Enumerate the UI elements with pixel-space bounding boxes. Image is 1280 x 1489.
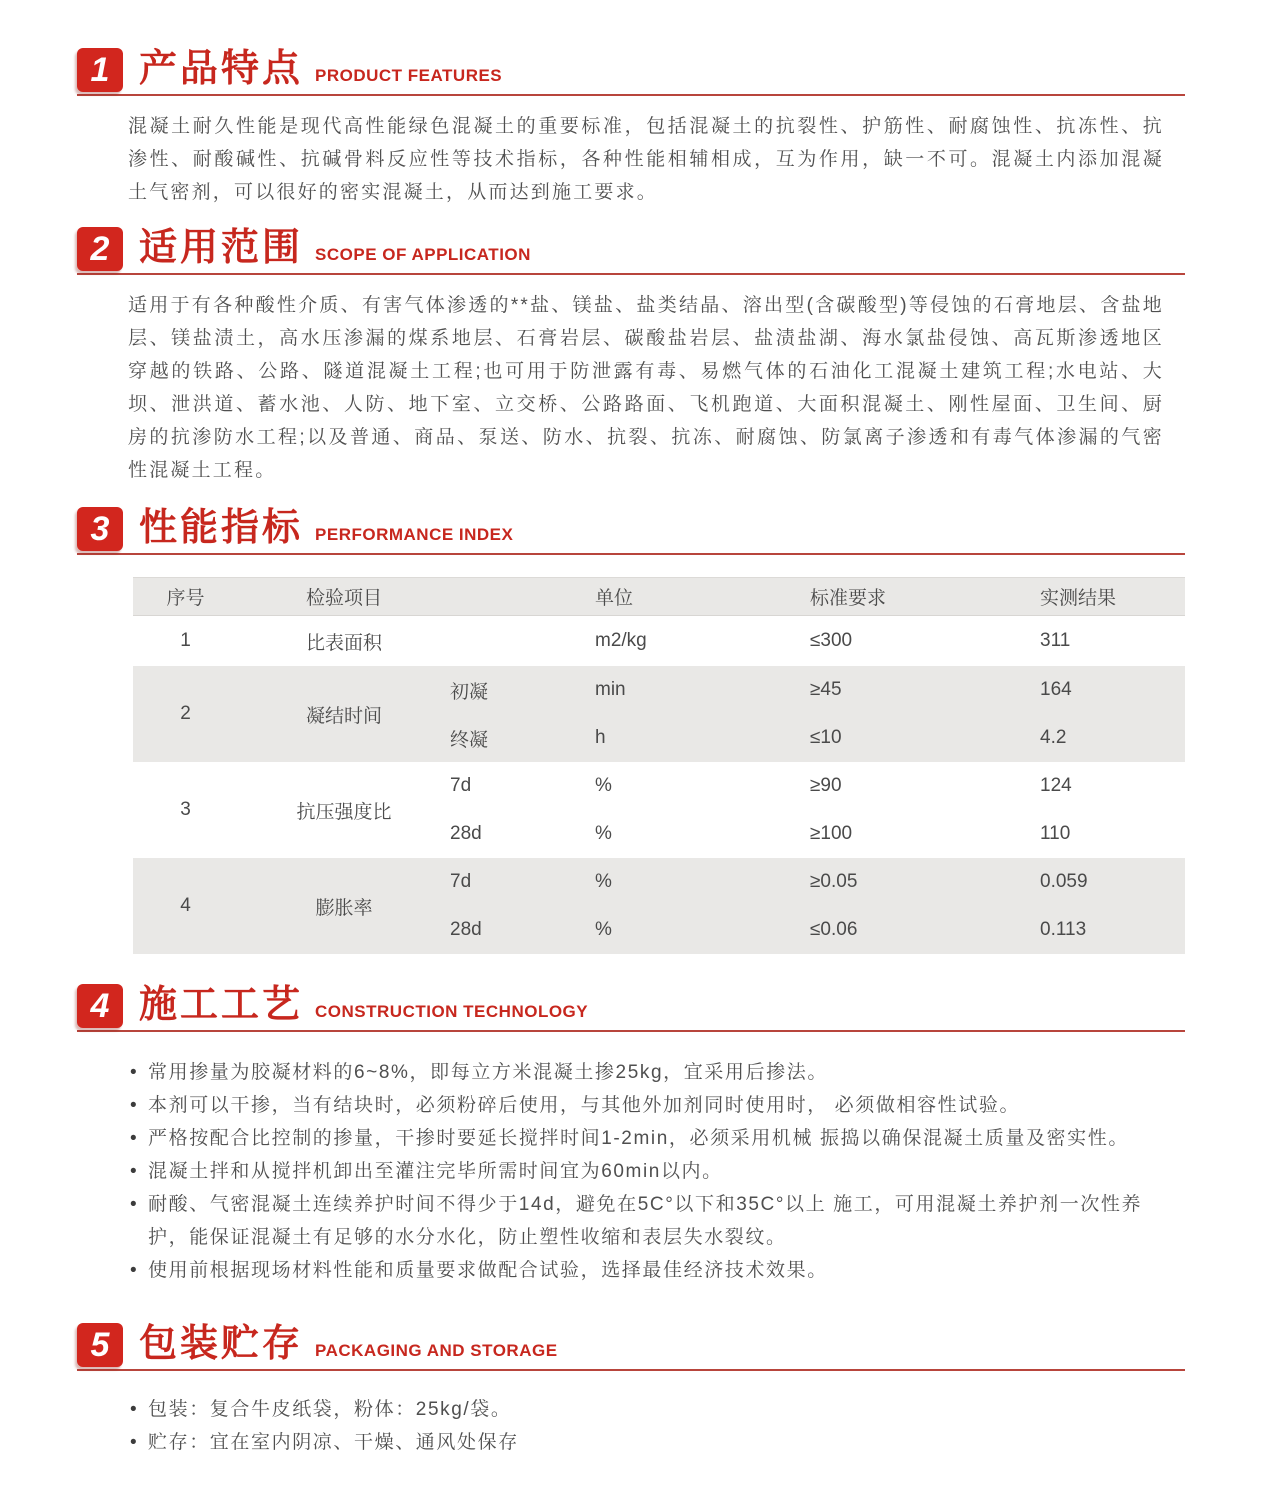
table-subrow — [450, 906, 1185, 954]
section-3-number-badge — [77, 507, 123, 551]
cell-standard: ≥90 — [810, 775, 842, 796]
section-construction-technology — [77, 984, 1185, 1287]
cell-unit: % — [595, 823, 612, 844]
section-5-number: 5 — [90, 1325, 110, 1364]
table-subrow — [450, 858, 1185, 906]
section-4-title-en: CONSTRUCTION TECHNOLOGY — [315, 1002, 589, 1021]
section-1-paragraph: 混凝土耐久性能是现代高性能绿色混凝土的重要标准，包括混凝土的抗裂性、护筋性、耐腐蚀性、抗冻性、抗渗性、耐酸碱性、抗碱骨料反应性等技术指标，各种性能相辅相成，互为作用，缺一不可。混凝土内添加混凝土气密剂，可以很好的密实混凝土，从而达到施工要求。 — [128, 116, 1164, 203]
bullet-item: • 混凝土拌和从搅拌机卸出至灌注完毕所需时间宜为60min以内。 — [130, 1155, 1170, 1188]
cell-standard: ≤0.06 — [810, 919, 858, 940]
table-header-standard: 标准要求 — [810, 588, 887, 609]
table-row — [133, 858, 1185, 954]
bullet-item: • 贮存：宜在室内阴凉、干燥、通风处保存 — [130, 1426, 1170, 1459]
cell-sub: 7d — [450, 871, 472, 892]
table-row — [133, 666, 1185, 762]
section-2-number: 2 — [90, 229, 110, 268]
section-5-number-badge — [77, 1323, 123, 1367]
cell-unit: % — [595, 871, 612, 892]
section-5-title-en: PACKAGING AND STORAGE — [315, 1341, 558, 1360]
cell-result: 0.059 — [1040, 871, 1088, 892]
cell-result: 164 — [1040, 679, 1072, 700]
table-subrow — [450, 714, 1185, 762]
row-item: 凝结时间 — [305, 705, 382, 727]
cell-unit: h — [595, 727, 606, 748]
section-3-title-zh: 性能指标 — [139, 507, 304, 549]
cell-standard: ≥0.05 — [810, 871, 858, 892]
cell-sub: 终凝 — [450, 729, 489, 751]
cell-standard: ≥100 — [810, 823, 853, 844]
bullet-item: • 严格按配合比控制的掺量，干掺时要延长搅拌时间1-2min，必须采用机械 振捣以确保混凝土质量及密实性。 — [130, 1122, 1170, 1155]
section-1-title-zh: 产品特点 — [139, 48, 304, 90]
section-4-number-badge — [77, 984, 123, 1028]
cell-sub: 初凝 — [450, 681, 489, 703]
cell-standard: ≤300 — [810, 630, 853, 651]
row-no: 3 — [180, 799, 191, 820]
section-4-header — [77, 984, 1185, 1032]
cell-sub: 7d — [450, 775, 472, 796]
cell-standard: ≥45 — [810, 679, 842, 700]
section-3-number: 3 — [90, 509, 110, 548]
table-row — [133, 762, 1185, 858]
cell-result: 311 — [1040, 630, 1071, 651]
row-item: 抗压强度比 — [296, 801, 392, 823]
section-2-title-en: SCOPE OF APPLICATION — [315, 245, 531, 264]
row-no: 1 — [180, 630, 191, 651]
section-performance-index — [77, 507, 1185, 954]
section-2-title-zh: 适用范围 — [139, 227, 304, 269]
section-1-header — [77, 48, 1185, 96]
section-2-number-badge — [77, 227, 123, 271]
section-product-features — [77, 48, 1185, 209]
row-item: 膨胀率 — [315, 897, 373, 919]
table-header-unit: 单位 — [595, 588, 634, 609]
construction-bullet-list — [130, 1056, 1170, 1287]
section-1-number-badge — [77, 48, 123, 92]
section-2-paragraph: 适用于有各种酸性介质、有害气体渗透的**盐、镁盐、盐类结晶、溶出型(含碳酸型)等侵蚀的石膏地层、含盐地层、镁盐渍土，高水压渗漏的煤系地层、石膏岩层、碳酸盐岩层、盐渍盐湖、海水氯盐侵蚀、高瓦斯渗透地区穿越的铁路、公路、隧道混凝土工程;也可用于防泄露有毒、易燃气体的石油化工混凝土建筑工程;水电站、大坝、泄洪道、蓄水池、人防、地下室、立交桥、公路路面、飞机跑道、大面积混凝土、刚性屋面、卫生间、厨房的抗渗防水工程;以及普通、商品、泵送、防水、抗裂、抗冻、耐腐蚀、防氯离子渗透和有毒气体渗漏的气密性混凝土工程。 — [128, 295, 1164, 481]
bullet-item: • 常用掺量为胶凝材料的6~8%，即每立方米混凝土掺25kg，宜采用后掺法。 — [130, 1056, 1170, 1089]
section-5-header — [77, 1323, 1185, 1371]
bullet-item: • 本剂可以干掺，当有结块时，必须粉碎后使用，与其他外加剂同时使用时， 必须做相容性试验。 — [130, 1089, 1170, 1122]
cell-result: 124 — [1040, 775, 1072, 796]
performance-table — [133, 577, 1185, 954]
section-1-title-en: PRODUCT FEATURES — [315, 66, 503, 85]
cell-unit: % — [595, 775, 612, 796]
section-packaging-and-storage — [77, 1323, 1185, 1459]
table-header-no: 序号 — [166, 588, 205, 609]
table-header-item: 检验项目 — [305, 588, 382, 609]
packaging-bullet-list — [130, 1393, 1170, 1459]
section-2-header — [77, 227, 1185, 275]
cell-standard: ≤10 — [810, 727, 842, 748]
cell-sub: 28d — [450, 823, 482, 844]
section-5-title-zh: 包装贮存 — [139, 1323, 304, 1365]
section-3-header — [77, 507, 1185, 555]
bullet-item: • 耐酸、气密混凝土连续养护时间不得少于14d，避免在5C°以下和35C°以上 施工，可用混凝土养护剂一次性养护，能保证混凝土有足够的水分水化，防止塑性收缩和表层失水裂纹。 — [130, 1188, 1170, 1254]
row-item: 比表面积 — [305, 632, 382, 654]
table-subrow — [450, 666, 1185, 714]
row-no: 4 — [180, 895, 191, 916]
bullet-item: • 包装：复合牛皮纸袋，粉体：25kg/袋。 — [130, 1393, 1170, 1426]
cell-result: 110 — [1040, 823, 1071, 844]
table-subrow — [450, 616, 1185, 666]
cell-unit: m2/kg — [595, 630, 647, 651]
cell-unit: % — [595, 919, 612, 940]
performance-table-header-row — [133, 578, 1185, 616]
row-no: 2 — [180, 703, 191, 724]
table-subrow — [450, 810, 1185, 858]
table-subrow — [450, 762, 1185, 810]
cell-result: 4.2 — [1040, 727, 1067, 748]
section-scope-of-application — [77, 227, 1185, 487]
section-4-number: 4 — [90, 986, 110, 1025]
table-row — [133, 616, 1185, 666]
section-1-number: 1 — [90, 50, 110, 89]
table-header-result: 实测结果 — [1040, 588, 1117, 609]
cell-result: 0.113 — [1040, 919, 1087, 940]
section-4-title-zh: 施工工艺 — [139, 984, 304, 1026]
cell-sub: 28d — [450, 919, 482, 940]
bullet-item: • 使用前根据现场材料性能和质量要求做配合试验，选择最佳经济技术效果。 — [130, 1254, 1170, 1287]
cell-unit: min — [595, 679, 626, 700]
section-3-title-en: PERFORMANCE INDEX — [315, 525, 514, 544]
